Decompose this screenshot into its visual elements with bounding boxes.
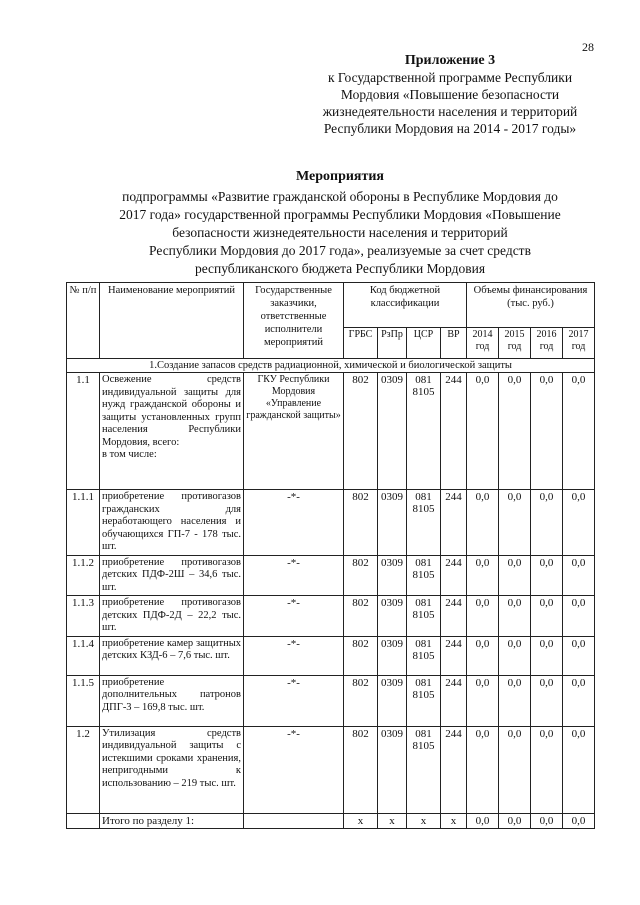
row-2017: 0,0	[563, 490, 595, 556]
row-2015: 0,0	[499, 490, 531, 556]
header-2016: 2016 год	[531, 328, 563, 359]
header-funding: Объемы финансирования (тыс. руб.)	[467, 283, 595, 328]
row-2017: 0,0	[563, 596, 595, 637]
row-csr: 081 8105	[407, 596, 441, 637]
row-name: Утилизация средств индивидуальной защиты с истекшими сроками хранения, непригодными к использованию – 219 тыс. шт.	[100, 726, 244, 813]
total-row	[67, 813, 595, 828]
total-grbs: x	[344, 813, 378, 828]
row-num: 1.1.5	[67, 675, 100, 726]
row-vr: 244	[441, 555, 467, 596]
row-grbs: 802	[344, 555, 378, 596]
row-grbs: 802	[344, 726, 378, 813]
row-name: приобретение дополнительных патронов ДПГ-3 – 169,8 тыс. шт.	[100, 675, 244, 726]
row-name-text: Освежение средств индивидуальной защиты для нужд гражданской обороны и защиты установленных групп населения Республики Мордовия, всего:	[102, 374, 241, 448]
appendix-block	[300, 52, 600, 137]
row-note: в том числе:	[102, 449, 157, 460]
row-rzpr: 0309	[378, 373, 407, 490]
row-2014: 0,0	[467, 726, 499, 813]
heading-line: подпрограммы «Развитие гражданской обороны в Республике Мордовия до	[122, 189, 558, 204]
row-2017: 0,0	[563, 636, 595, 675]
row-2015: 0,0	[499, 596, 531, 637]
total-csr: x	[407, 813, 441, 828]
total-empty-cell	[244, 813, 344, 828]
row-2016: 0,0	[531, 636, 563, 675]
row-2015: 0,0	[499, 726, 531, 813]
row-2016: 0,0	[531, 373, 563, 490]
total-2014: 0,0	[467, 813, 499, 828]
row-2016: 0,0	[531, 675, 563, 726]
row-rzpr: 0309	[378, 726, 407, 813]
heading-line: республиканского бюджета Республики Мордовия	[194, 261, 486, 276]
row-rzpr: 0309	[378, 490, 407, 556]
row-customer: -*-	[244, 596, 344, 637]
total-rzpr: x	[378, 813, 407, 828]
header-grbs: ГРБС	[344, 328, 378, 359]
row-num: 1.1.3	[67, 596, 100, 637]
row-customer: -*-	[244, 555, 344, 596]
table-row	[67, 490, 595, 556]
header-budget-code: Код бюджетной классификации	[344, 283, 467, 328]
row-2016: 0,0	[531, 726, 563, 813]
row-vr: 244	[441, 675, 467, 726]
row-vr: 244	[441, 490, 467, 556]
row-rzpr: 0309	[378, 675, 407, 726]
row-rzpr: 0309	[378, 596, 407, 637]
total-2015: 0,0	[499, 813, 531, 828]
total-vr: x	[441, 813, 467, 828]
heading-line: безопасности жизнедеятельности населения и территорий	[172, 225, 508, 240]
table-row	[67, 636, 595, 675]
row-num: 1.1.4	[67, 636, 100, 675]
row-2016: 0,0	[531, 555, 563, 596]
row-vr: 244	[441, 373, 467, 490]
row-2017: 0,0	[563, 726, 595, 813]
row-grbs: 802	[344, 596, 378, 637]
total-2016: 0,0	[531, 813, 563, 828]
appendix-line: к Государственной программе Республики	[327, 70, 573, 85]
table-row	[67, 373, 595, 490]
header-2017: 2017 год	[563, 328, 595, 359]
row-rzpr: 0309	[378, 555, 407, 596]
row-csr: 081 8105	[407, 555, 441, 596]
row-2016: 0,0	[531, 596, 563, 637]
row-2016: 0,0	[531, 490, 563, 556]
row-customer: ГКУ Республики Мордовия «Управление гражданской защиты»	[244, 373, 344, 490]
header-2015: 2015 год	[499, 328, 531, 359]
row-name: приобретение противогазов детских ПДФ-2Д – 22,2 тыс. шт.	[100, 596, 244, 637]
row-name: приобретение противогазов детских ПДФ-2Ш – 34,6 тыс. шт.	[100, 555, 244, 596]
row-2015: 0,0	[499, 555, 531, 596]
row-csr: 081 8105	[407, 675, 441, 726]
row-vr: 244	[441, 636, 467, 675]
measures-table	[66, 282, 595, 829]
table-row	[67, 555, 595, 596]
table-row	[67, 675, 595, 726]
section-title: 1.Создание запасов средств радиационной, химической и биологической защиты	[67, 359, 595, 373]
appendix-line: жизнедеятельности населения и территорий	[322, 104, 578, 119]
total-empty-cell	[67, 813, 100, 828]
row-2014: 0,0	[467, 675, 499, 726]
table-row	[67, 596, 595, 637]
row-name: приобретение противогазов гражданских для неработающего населения и обучающихся ГП-7 - 178 тыс. шт.	[100, 490, 244, 556]
row-2014: 0,0	[467, 373, 499, 490]
row-name	[100, 373, 244, 490]
total-2017: 0,0	[563, 813, 595, 828]
row-grbs: 802	[344, 675, 378, 726]
appendix-line: Мордовия «Повышение безопасности	[340, 87, 560, 102]
header-2014: 2014 год	[467, 328, 499, 359]
appendix-title: Приложение 3	[404, 53, 496, 68]
row-csr: 081 8105	[407, 636, 441, 675]
header-csr: ЦСР	[407, 328, 441, 359]
row-2015: 0,0	[499, 373, 531, 490]
row-num: 1.2	[67, 726, 100, 813]
table-row	[67, 726, 595, 813]
row-name: приобретение камер защитных детских КЗД-6 – 7,6 тыс. шт.	[100, 636, 244, 675]
row-num: 1.1.2	[67, 555, 100, 596]
row-2014: 0,0	[467, 555, 499, 596]
row-2015: 0,0	[499, 675, 531, 726]
row-rzpr: 0309	[378, 636, 407, 675]
row-vr: 244	[441, 596, 467, 637]
row-num: 1.1	[67, 373, 100, 490]
heading-line: 2017 года» государственной программы Республики Мордовия «Повышение	[119, 207, 561, 222]
row-vr: 244	[441, 726, 467, 813]
row-grbs: 802	[344, 636, 378, 675]
row-2014: 0,0	[467, 636, 499, 675]
header-customers: Государственные заказчики, ответственные исполнители мероприятий	[244, 283, 344, 359]
header-num: № п/п	[67, 283, 100, 359]
row-grbs: 802	[344, 373, 378, 490]
header-name: Наименование мероприятий	[100, 283, 244, 359]
page-number: 28	[582, 40, 594, 54]
row-csr: 081 8105	[407, 490, 441, 556]
row-customer: -*-	[244, 726, 344, 813]
row-grbs: 802	[344, 490, 378, 556]
header-rzpr: РзПр	[378, 328, 407, 359]
row-num: 1.1.1	[67, 490, 100, 556]
heading-title: Мероприятия	[295, 169, 385, 184]
row-customer: -*-	[244, 675, 344, 726]
row-customer: -*-	[244, 490, 344, 556]
appendix-line: Республики Мордовия на 2014 - 2017 годы»	[323, 121, 577, 136]
row-2015: 0,0	[499, 636, 531, 675]
row-csr: 081 8105	[407, 726, 441, 813]
document-heading	[60, 168, 620, 278]
row-2014: 0,0	[467, 490, 499, 556]
heading-line: Республики Мордовия до 2017 года», реализуемые за счет средств	[149, 243, 531, 258]
row-2017: 0,0	[563, 675, 595, 726]
row-2017: 0,0	[563, 373, 595, 490]
row-2014: 0,0	[467, 596, 499, 637]
total-label: Итого по разделу 1:	[100, 813, 244, 828]
row-2017: 0,0	[563, 555, 595, 596]
header-vr: ВР	[441, 328, 467, 359]
row-csr: 081 8105	[407, 373, 441, 490]
row-customer: -*-	[244, 636, 344, 675]
